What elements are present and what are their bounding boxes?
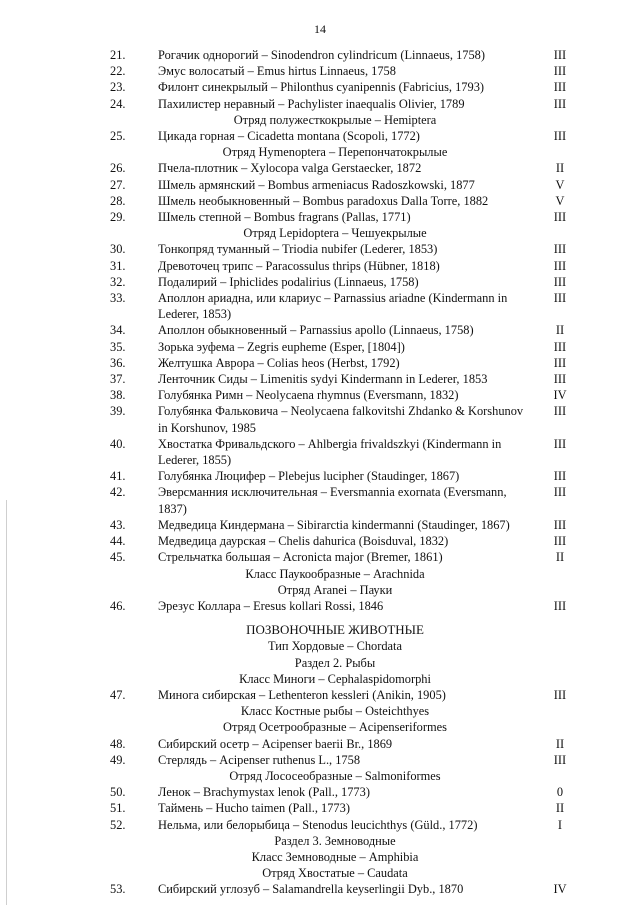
- species-number: 33.: [110, 291, 126, 306]
- species-name: Филонт синекрылый – Philonthus cyanipennis (Fabricius, 1793): [158, 80, 485, 95]
- species-number: 53.: [110, 882, 126, 897]
- species-row: [0, 47, 640, 63]
- species-row: [0, 241, 640, 257]
- species-name: Таймень – Hucho taimen (Pall., 1773): [158, 801, 350, 816]
- species-row: [0, 817, 640, 833]
- species-name: Нельма, или белорыбица – Stenodus leucichthys (Güld., 1772): [158, 817, 478, 832]
- taxon-heading: Отряд Aranei – Пауки: [277, 582, 393, 597]
- species-row: [0, 881, 640, 897]
- species-row: [0, 274, 640, 290]
- status-category: III: [553, 517, 567, 532]
- species-row: [0, 355, 640, 371]
- species-number: 39.: [110, 404, 126, 419]
- section-title: ПОЗВОНОЧНЫЕ ЖИВОТНЫЕ: [246, 622, 424, 638]
- status-category: V: [555, 193, 565, 208]
- status-category: III: [553, 339, 567, 354]
- species-row: [0, 371, 640, 387]
- status-category: V: [555, 177, 565, 192]
- species-row: [0, 160, 640, 176]
- scan-margin-line: [6, 500, 7, 905]
- species-number: 34.: [110, 323, 126, 338]
- status-category: III: [553, 291, 567, 306]
- species-row: [0, 533, 640, 549]
- species-name: Тонкопряд туманный – Triodia nubifer (Lederer, 1853): [158, 242, 438, 257]
- species-name: Ленок – Brachymystax lenok (Pall., 1773): [158, 785, 370, 800]
- species-name: Пахилистер неравный – Pachylister inaequalis Olivier, 1789: [158, 96, 465, 111]
- status-category: III: [553, 274, 567, 289]
- species-number: 31.: [110, 258, 126, 273]
- species-number: 52.: [110, 817, 126, 832]
- status-category: II: [555, 801, 565, 816]
- species-name: Голубянка Римн – Neolycaena rhymnus (Eversmann, 1832): [158, 388, 459, 403]
- species-number: 42.: [110, 485, 126, 500]
- species-list: [0, 47, 640, 898]
- species-name: Пчела-плотник – Xylocopa valga Gerstaecker, 1872: [158, 161, 422, 176]
- species-row: [0, 79, 640, 95]
- species-row: [0, 800, 640, 816]
- species-number: 27.: [110, 177, 126, 192]
- status-category: III: [553, 485, 567, 500]
- taxon-heading: Отряд Осетрообразные – Acipenseriformes: [223, 720, 447, 735]
- taxon-heading: Тип Хордовые – Chordata: [268, 639, 402, 654]
- species-row: [0, 752, 640, 768]
- species-name: Голубянка Люцифер – Plebejus lucipher (Staudinger, 1867): [158, 469, 460, 484]
- taxon-heading: Раздел 2. Рыбы: [294, 655, 376, 670]
- species-row: [0, 598, 640, 614]
- species-name: Ленточник Сиды – Limenitis sydyi Kindermann in Lederer, 1853: [158, 372, 488, 387]
- status-category: 0: [556, 785, 564, 800]
- species-name: Эверсманния исключительная – Eversmannia exornata (Eversmann, 1837): [158, 485, 507, 516]
- species-number: 41.: [110, 469, 126, 484]
- species-name: Сибирский углозуб – Salamandrella keyserlingii Dyb., 1870: [158, 882, 464, 897]
- status-category: III: [553, 258, 567, 273]
- species-name: Желтушка Аврора – Colias heos (Herbst, 1792): [158, 355, 400, 370]
- species-name: Голубянка Фальковича – Neolycaena falkovitshi Zhdanko & Korshunov in Korshunov, 1985: [158, 404, 524, 435]
- taxon-heading: Раздел 3. Земноводные: [274, 833, 396, 848]
- species-name: Древоточец трипс – Paracossulus thrips (Hübner, 1818): [158, 258, 440, 273]
- species-name: Медведица даурская – Chelis dahurica (Boisduval, 1832): [158, 534, 449, 549]
- taxon-heading: Класс Земноводные – Amphibia: [251, 849, 419, 864]
- species-number: 36.: [110, 355, 126, 370]
- status-category: III: [553, 752, 567, 767]
- species-row: [0, 403, 640, 435]
- species-number: 43.: [110, 517, 126, 532]
- taxon-heading: Класс Миноги – Cephalaspidomorphi: [239, 671, 431, 686]
- status-category: III: [553, 687, 567, 702]
- species-number: 24.: [110, 96, 126, 111]
- species-number: 50.: [110, 785, 126, 800]
- status-category: III: [553, 469, 567, 484]
- status-category: III: [553, 48, 567, 62]
- species-name: Аполлон ариадна, или клариус – Parnassius ariadne (Kindermann in Lederer, 1853): [158, 291, 508, 322]
- species-number: 29.: [110, 210, 126, 225]
- species-number: 32.: [110, 274, 126, 289]
- species-name: Сибирский осетр – Acipenser baerii Br., 1869: [158, 736, 393, 751]
- species-row: [0, 736, 640, 752]
- species-number: 46.: [110, 598, 126, 613]
- species-row: [0, 258, 640, 274]
- taxon-heading: Отряд Лососеобразные – Salmoniformes: [229, 768, 441, 783]
- status-category: II: [555, 736, 565, 751]
- species-number: 44.: [110, 534, 126, 549]
- species-row: [0, 549, 640, 565]
- species-number: 40.: [110, 436, 126, 451]
- species-number: 38.: [110, 388, 126, 403]
- species-row: [0, 387, 640, 403]
- status-category: II: [555, 161, 565, 176]
- species-number: 35.: [110, 339, 126, 354]
- status-category: I: [557, 817, 563, 832]
- species-name: Хвостатка Фривальдского – Ahlbergia frivaldszkyi (Kindermann in Lederer, 1855): [158, 436, 502, 468]
- species-number: 30.: [110, 242, 126, 257]
- species-number: 45.: [110, 550, 126, 565]
- species-number: 51.: [110, 801, 126, 816]
- species-name: Шмель необыкновенный – Bombus paradoxus Dalla Torre, 1882: [158, 193, 489, 208]
- species-row: [0, 128, 640, 144]
- species-number: 49.: [110, 752, 126, 767]
- species-name: Стерлядь – Acipenser ruthenus L., 1758: [158, 752, 361, 767]
- species-name: Эрезус Коллара – Eresus kollari Rossi, 1846: [158, 598, 384, 613]
- species-number: 25.: [110, 129, 126, 144]
- species-row: [0, 436, 640, 468]
- species-row: [0, 339, 640, 355]
- status-category: IV: [553, 388, 567, 403]
- species-number: 21.: [110, 48, 126, 62]
- species-name: Медведица Киндермана – Sibirarctia kindermanni (Staudinger, 1867): [158, 517, 510, 532]
- status-category: III: [553, 129, 567, 144]
- species-row: [0, 322, 640, 338]
- taxon-heading: Отряд Lepidoptera – Чешуекрылые: [243, 226, 427, 241]
- status-category: II: [555, 550, 565, 565]
- status-category: III: [553, 96, 567, 111]
- status-category: III: [553, 64, 567, 79]
- species-number: 28.: [110, 193, 126, 208]
- species-name: Рогачик однорогий – Sinodendron cylindricum (Linnaeus, 1758): [158, 48, 485, 62]
- species-row: [0, 687, 640, 703]
- species-name: Стрельчатка большая – Acronicta major (Bremer, 1861): [158, 550, 443, 565]
- species-number: 47.: [110, 687, 126, 702]
- species-row: [0, 177, 640, 193]
- species-row: [0, 784, 640, 800]
- species-name: Подалирий – Iphiclides podalirius (Linnaeus, 1758): [158, 274, 419, 289]
- status-category: III: [553, 242, 567, 257]
- species-row: [0, 193, 640, 209]
- species-name: Минога сибирская – Lethenteron kessleri (Anikin, 1905): [158, 687, 446, 702]
- species-number: 37.: [110, 372, 126, 387]
- status-category: III: [553, 404, 567, 419]
- taxon-heading: Отряд полужесткокрылые – Hemiptera: [233, 112, 437, 127]
- taxon-heading: Класс Паукообразные – Arachnida: [245, 566, 425, 581]
- species-number: 48.: [110, 736, 126, 751]
- species-row: [0, 96, 640, 112]
- species-name: Зорька эуфема – Zegris eupheme (Esper, [1804]): [158, 339, 405, 354]
- species-name: Шмель армянский – Bombus armeniacus Radoszkowski, 1877: [158, 177, 475, 192]
- status-category: III: [553, 210, 567, 225]
- status-category: II: [555, 323, 565, 338]
- species-row: [0, 209, 640, 225]
- status-category: IV: [553, 882, 567, 897]
- page-number: 14: [314, 22, 326, 36]
- species-name: Цикада горная – Cicadetta montana (Scopoli, 1772): [158, 129, 420, 144]
- species-row: [0, 517, 640, 533]
- status-category: III: [553, 355, 567, 370]
- species-row: [0, 468, 640, 484]
- species-row: [0, 63, 640, 79]
- status-category: III: [553, 80, 567, 95]
- taxon-heading: Класс Костные рыбы – Osteichthyes: [240, 704, 430, 719]
- species-number: 22.: [110, 64, 126, 79]
- status-category: III: [553, 372, 567, 387]
- species-name: Аполлон обыкновенный – Parnassius apollo (Linnaeus, 1758): [158, 323, 474, 338]
- species-name: Шмель степной – Bombus fragrans (Pallas, 1771): [158, 210, 411, 225]
- taxon-heading: Отряд Hymenoptera – Перепончатокрылые: [222, 145, 448, 160]
- status-category: III: [553, 534, 567, 549]
- species-row: [0, 484, 640, 516]
- status-category: III: [553, 598, 567, 613]
- species-row: [0, 290, 640, 322]
- status-category: III: [553, 436, 567, 451]
- species-name: Эмус волосатый – Emus hirtus Linnaeus, 1758: [158, 64, 396, 79]
- taxon-heading: Отряд Хвостатые – Caudata: [262, 866, 408, 881]
- species-number: 26.: [110, 161, 126, 176]
- species-number: 23.: [110, 80, 126, 95]
